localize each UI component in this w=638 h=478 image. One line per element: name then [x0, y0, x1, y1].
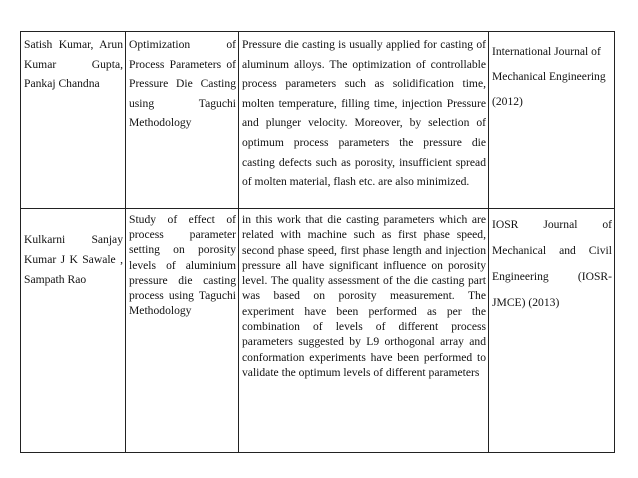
table-row — [21, 209, 615, 453]
title-cell — [126, 209, 239, 453]
title-cell — [126, 32, 239, 209]
abstract-text: in this work that die casting parameters which are related with machine such as first phase speed, second phase speed, first phase length and injection pressure all have significant influence on porosity level. The quality assessment of the die casting part was based on porosity measurement. The experiment have been performed as per the combination of levels of different process parameters suggested by L9 orthogonal array and conformation experiments have been performed to validate the optimum levels of different parameters — [242, 213, 486, 379]
journal-text: IOSR Journal of Mechanical and Civil Engineering (IOSR-JMCE) (2013) — [492, 218, 612, 309]
abstract-cell — [239, 209, 489, 453]
journal-text: International Journal of Mechanical Engineering (2012) — [492, 45, 606, 108]
table-row — [21, 32, 615, 209]
abstract-cell — [239, 32, 489, 209]
title-text: Study of effect of process parameter setting on porosity levels of aluminium pressure die casting process using Taguchi Methodology — [129, 213, 236, 318]
authors-text: Satish Kumar, Arun Kumar Gupta, Pankaj Chandna — [24, 38, 123, 91]
journal-cell — [489, 32, 615, 209]
literature-table — [20, 31, 615, 453]
authors-cell — [21, 32, 126, 209]
authors-text: Kulkarni Sanjay Kumar J K Sawale , Sampath Rao — [24, 233, 123, 286]
authors-cell — [21, 209, 126, 453]
journal-cell — [489, 209, 615, 453]
title-text: Optimization of Process Parameters of Pressure Die Casting using Taguchi Methodology — [129, 38, 236, 130]
abstract-text: Pressure die casting is usually applied for casting of aluminum alloys. The optimization of controllable process parameters such as solidification time, molten temperature, filling time, injection Pressure and plunger velocity. Moreover, by selection of optimum process parameters the pressure die casting defects such as porosity, insufficient spread of molten material, flash etc. are also minimized. — [242, 38, 486, 189]
